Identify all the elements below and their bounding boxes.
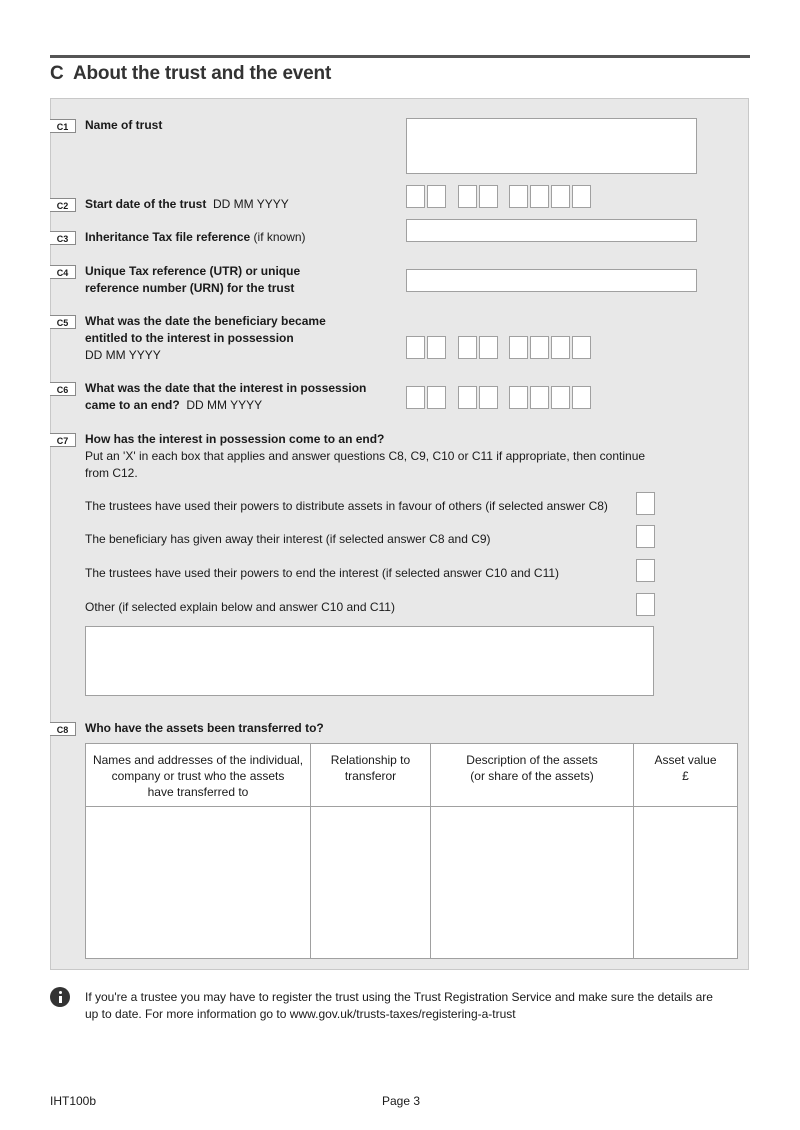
asset-value-cell[interactable]	[634, 807, 738, 959]
date-year-digit[interactable]	[530, 386, 549, 409]
date-year-digit[interactable]	[530, 185, 549, 208]
question-label-c1: Name of trust	[85, 118, 163, 132]
question-number-c7: C7	[50, 433, 76, 447]
name-of-trust-field[interactable]	[406, 118, 697, 174]
option-label: The trustees have used their powers to end the interest (if selected answer C10 and C11)	[85, 566, 560, 580]
iht-file-reference-field[interactable]	[406, 219, 697, 242]
option-checkbox-other[interactable]	[636, 593, 655, 616]
date-day-digit[interactable]	[406, 336, 425, 359]
column-header-relationship: Relationship to transferor	[311, 744, 431, 807]
info-note: If you're a trustee you may have to register the trust using the Trust Registration Service and make sure the details are up to date. For more information go to www.gov.uk/trusts-taxes/registering-a-trust	[85, 990, 713, 1021]
assets-transferred-table	[85, 743, 738, 959]
question-label-c8: Who have the assets been transferred to?	[85, 721, 324, 735]
option-label: The beneficiary has given away their interest (if selected answer C8 and C9)	[85, 532, 491, 546]
column-header-asset-value: Asset value £	[634, 744, 738, 807]
date-year-digit[interactable]	[551, 386, 570, 409]
question-label-c4: Unique Tax reference (UTR) or unique reference number (URN) for the trust	[85, 264, 301, 295]
date-day-digit[interactable]	[406, 386, 425, 409]
question-label-c7: How has the interest in possession come to an end? Put an 'X' in each box that applies and answer questions C8, C9, C10 or C11 if appropriate, then continue from C12.	[85, 432, 646, 480]
option-label: The trustees have used their powers to distribute assets in favour of others (if selected answer C8)	[85, 499, 608, 513]
date-day-digit[interactable]	[427, 386, 446, 409]
question-number-c2: C2	[50, 198, 76, 212]
question-label-c6: What was the date that the interest in possession came to an end? DD MM YYYY	[85, 381, 367, 412]
date-year-digit[interactable]	[530, 336, 549, 359]
question-number-c6: C6	[50, 382, 76, 396]
column-header-names-addresses: Names and addresses of the individual, company or trust who the assets have transferred to	[86, 744, 311, 807]
other-explanation-field[interactable]	[85, 626, 654, 696]
question-number-c1: C1	[50, 119, 76, 133]
question-label-c2: Start date of the trust DD MM YYYY	[85, 197, 289, 211]
section-title: C About the trust and the event	[50, 63, 332, 84]
date-year-digit[interactable]	[509, 336, 528, 359]
date-day-digit[interactable]	[427, 185, 446, 208]
table-row	[86, 807, 738, 959]
question-number-c8: C8	[50, 722, 76, 736]
question-label-c5: What was the date the beneficiary became entitled to the interest in possession DD MM YYYY	[85, 314, 326, 362]
page-number: Page 3	[382, 1094, 421, 1108]
date-year-digit[interactable]	[572, 386, 591, 409]
info-icon	[50, 987, 70, 1007]
date-year-digit[interactable]	[551, 185, 570, 208]
date-month-digit[interactable]	[458, 185, 477, 208]
question-number-c5: C5	[50, 315, 76, 329]
question-label-c3: Inheritance Tax file reference (if known)	[85, 230, 306, 244]
option-checkbox-end-interest[interactable]	[636, 559, 655, 582]
names-addresses-cell[interactable]	[86, 807, 311, 959]
date-month-digit[interactable]	[479, 185, 498, 208]
date-day-digit[interactable]	[427, 336, 446, 359]
date-day-digit[interactable]	[406, 185, 425, 208]
date-year-digit[interactable]	[509, 386, 528, 409]
question-number-c4: C4	[50, 265, 76, 279]
relationship-cell[interactable]	[311, 807, 431, 959]
option-label: Other (if selected explain below and answer C10 and C11)	[85, 600, 395, 614]
question-number-c3: C3	[50, 231, 76, 245]
description-cell[interactable]	[431, 807, 634, 959]
date-month-digit[interactable]	[458, 386, 477, 409]
date-year-digit[interactable]	[572, 336, 591, 359]
table-header-row	[86, 744, 738, 807]
top-rule	[50, 55, 750, 58]
date-month-digit[interactable]	[479, 336, 498, 359]
date-month-digit[interactable]	[458, 336, 477, 359]
date-year-digit[interactable]	[551, 336, 570, 359]
date-year-digit[interactable]	[509, 185, 528, 208]
date-month-digit[interactable]	[479, 386, 498, 409]
date-year-digit[interactable]	[572, 185, 591, 208]
utr-urn-field[interactable]	[406, 269, 697, 292]
form-code: IHT100b	[50, 1094, 97, 1108]
column-header-description: Description of the assets (or share of the assets)	[431, 744, 634, 807]
option-checkbox-given-away[interactable]	[636, 525, 655, 548]
option-checkbox-distribute-assets[interactable]	[636, 492, 655, 515]
